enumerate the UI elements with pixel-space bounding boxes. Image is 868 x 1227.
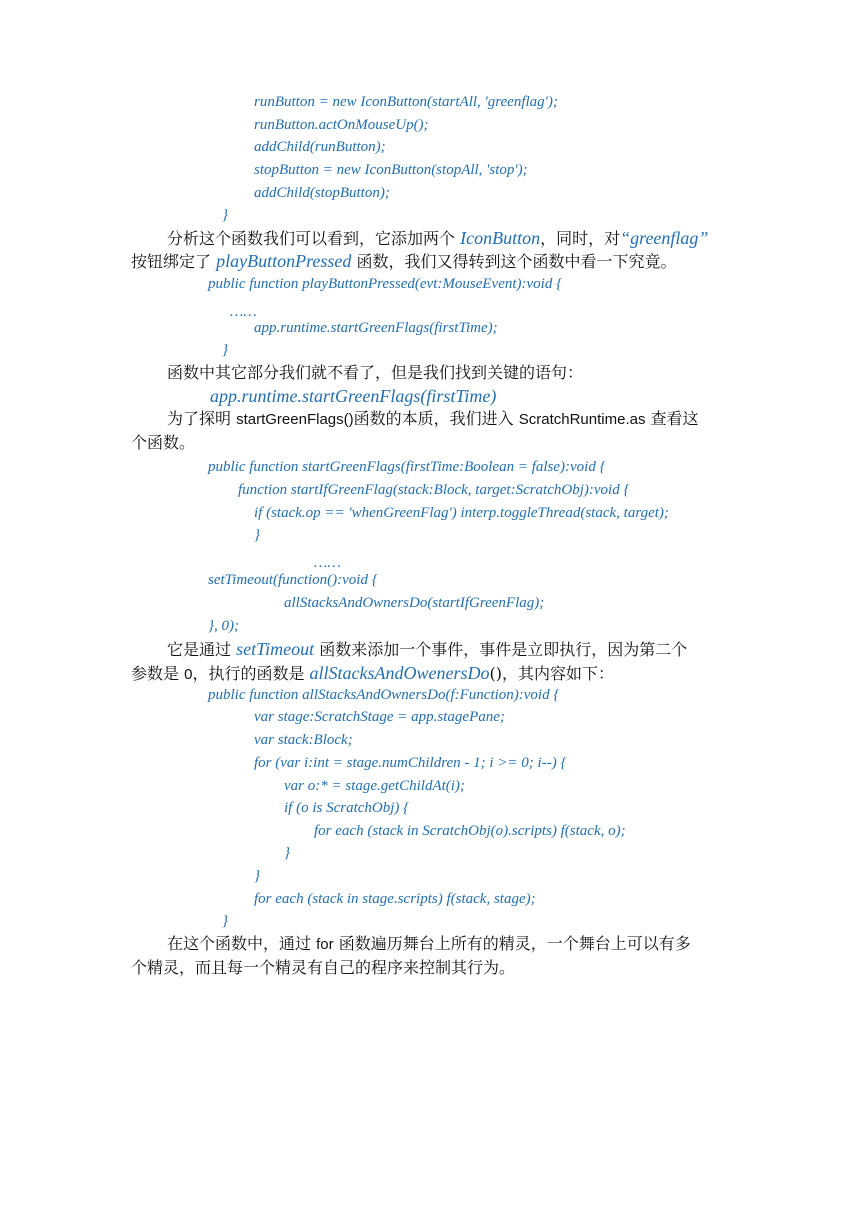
code-line: var stage:ScratchStage = app.stagePane; <box>254 709 505 725</box>
code-line: stopButton = new IconButton(stopAll, 'stop'); <box>254 162 528 178</box>
code-line: if (o is ScratchObj) { <box>284 800 410 816</box>
code-line: } <box>222 913 228 929</box>
inline-code: “greenflag” <box>620 228 709 248</box>
ellipsis: …… <box>230 304 257 320</box>
paragraph-line: 为了探明 startGreenFlags()函数的本质，我们进入 ScratchRuntime.as 查看这 <box>167 409 699 428</box>
code-line: public function allStacksAndOwnersDo(f:Function):void { <box>208 687 560 703</box>
inline-code: playButtonPressed <box>216 251 352 271</box>
code-line: public function playButtonPressed(evt:MouseEvent):void { <box>208 276 563 292</box>
paragraph-line: 按钮绑定了 playButtonPressed 函数，我们又得转到这个函数中看一下究竟。 <box>131 251 677 271</box>
code-line: addChild(stopButton); <box>254 185 390 201</box>
code-line: runButton = new IconButton(startAll, 'greenflag'); <box>254 94 558 110</box>
code-line: for each (stack in stage.scripts) f(stack, stage); <box>254 891 536 907</box>
paragraph-line: 函数中其它部分我们就不看了，但是我们找到关键的语句： <box>167 363 584 382</box>
code-line: }, 0); <box>208 618 239 634</box>
paragraph-line: 参数是 0，执行的函数是 allStacksAndOwenersDo()，其内容如下： <box>131 663 615 683</box>
code-line: } <box>222 342 228 358</box>
code-line: } <box>284 845 290 861</box>
paragraph-line: 分析这个函数我们可以看到，它添加两个 IconButton，同时，对“greenflag” <box>167 228 709 248</box>
inline-code: setTimeout <box>236 639 315 659</box>
paragraph-line: 个精灵，而且每一个精灵有自己的程序来控制其行为。 <box>131 958 516 977</box>
code-line: } <box>254 868 260 884</box>
code-line: app.runtime.startGreenFlags(firstTime); <box>254 320 498 336</box>
paragraph-line: 它是通过 setTimeout 函数来添加一个事件，事件是立即执行，因为第二个 <box>167 639 688 659</box>
code-line: if (stack.op == 'whenGreenFlag') interp.toggleThread(stack, target); <box>254 505 669 521</box>
inline-code: IconButton <box>460 228 541 248</box>
key-statement: app.runtime.startGreenFlags(firstTime) <box>210 386 497 406</box>
code-line: addChild(runButton); <box>254 139 386 155</box>
ellipsis: …… <box>314 555 341 571</box>
code-line: runButton.actOnMouseUp(); <box>254 117 429 133</box>
inline-code: allStacksAndOwenersDo <box>309 663 490 683</box>
code-line: function startIfGreenFlag(stack:Block, target:ScratchObj):void { <box>238 482 630 498</box>
paragraph-line: 在这个函数中，通过 for 函数遍历舞台上所有的精灵，一个舞台上可以有多 <box>167 934 691 953</box>
code-line: var stack:Block; <box>254 732 353 748</box>
code-line: public function startGreenFlags(firstTime:Boolean = false):void { <box>208 459 606 475</box>
code-line: var o:* = stage.getChildAt(i); <box>284 778 465 794</box>
code-line: setTimeout(function():void { <box>208 572 378 588</box>
code-line: for (var i:int = stage.numChildren - 1; i >= 0; i--) { <box>254 755 567 771</box>
code-line: for each (stack in ScratchObj(o).scripts) f(stack, o); <box>314 823 626 839</box>
code-line: allStacksAndOwnersDo(startIfGreenFlag); <box>284 595 545 611</box>
code-line: } <box>254 527 260 543</box>
paragraph-line: 个函数。 <box>131 433 196 452</box>
code-line: } <box>222 207 228 223</box>
